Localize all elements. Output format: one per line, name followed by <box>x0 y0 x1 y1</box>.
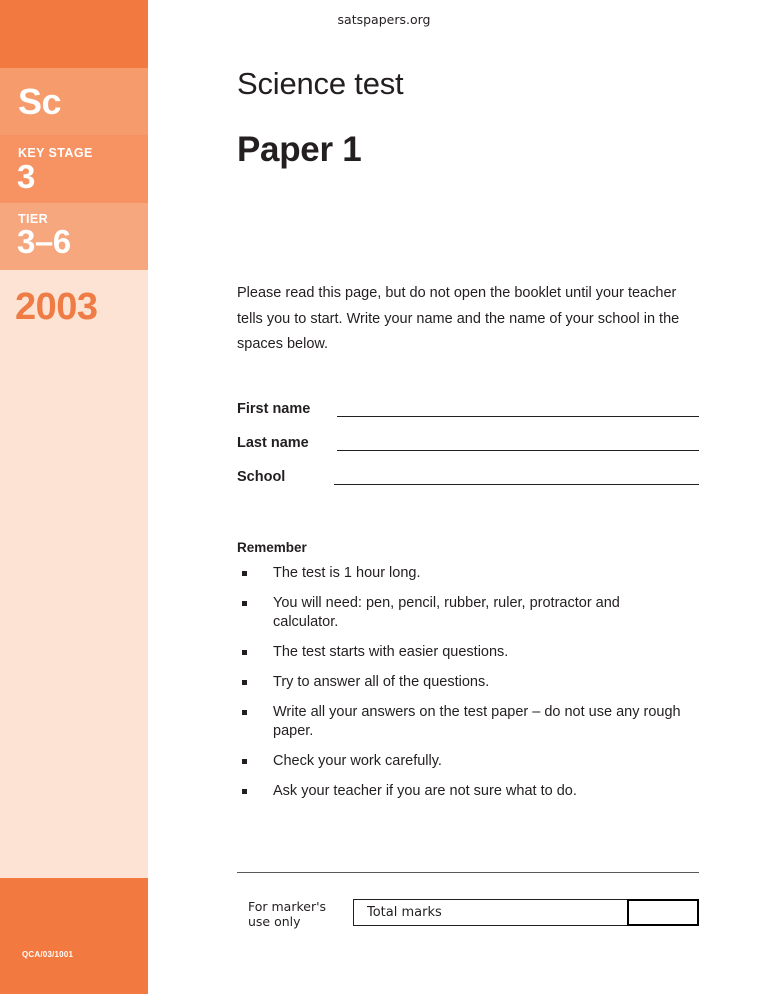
list-item <box>237 643 689 662</box>
marker-use-note <box>248 899 326 929</box>
site-url: satspapers.org <box>337 12 431 27</box>
square-bullet-icon <box>242 710 247 715</box>
marker-use-note-line1: For marker's <box>248 899 327 914</box>
sidebar <box>0 0 148 994</box>
list-item <box>237 564 689 583</box>
sidebar-band-key-stage <box>0 135 148 203</box>
tier-label: TIER <box>18 212 49 226</box>
list-item <box>237 673 689 692</box>
total-marks-label: Total marks <box>367 905 442 920</box>
first-name-label: First name <box>237 401 311 417</box>
list-item-text: Write all your answers on the test paper – do not use any rough paper. <box>273 704 681 739</box>
square-bullet-icon <box>242 571 247 576</box>
subject-code: Sc <box>18 81 62 122</box>
page-title-subject: Science test <box>237 66 404 101</box>
document-code: QCA/03/1001 <box>22 950 74 959</box>
list-item <box>237 782 689 801</box>
field-row-first-name <box>237 399 699 433</box>
key-stage-value: 3 <box>17 158 35 195</box>
remember-heading: Remember <box>237 540 307 555</box>
footer-divider <box>237 872 699 873</box>
total-marks-input[interactable] <box>627 899 699 926</box>
school-input[interactable] <box>334 484 699 485</box>
list-item-text: The test starts with easier questions. <box>273 644 509 660</box>
first-name-input[interactable] <box>337 416 699 417</box>
page-title-paper: Paper 1 <box>237 130 362 169</box>
sidebar-band-top <box>0 0 148 68</box>
list-item-text: Try to answer all of the questions. <box>273 674 490 690</box>
square-bullet-icon <box>242 650 247 655</box>
last-name-label: Last name <box>237 435 309 451</box>
year-value: 2003 <box>15 286 98 328</box>
square-bullet-icon <box>242 680 247 685</box>
list-item <box>237 594 689 632</box>
name-fields <box>237 399 699 501</box>
remember-section <box>237 540 689 812</box>
total-marks-box <box>353 899 699 926</box>
square-bullet-icon <box>242 789 247 794</box>
sidebar-band-year <box>0 270 148 878</box>
list-item-text: Ask your teacher if you are not sure what to do. <box>273 783 577 799</box>
school-label: School <box>237 469 286 485</box>
intro-paragraph: Please read this page, but do not open the booklet until your teacher tells you to start. Write your name and the name of your school in the spaces below. <box>237 285 680 352</box>
square-bullet-icon <box>242 601 247 606</box>
field-row-school <box>237 467 699 501</box>
marker-use-note-line2: use only <box>248 914 301 929</box>
list-item <box>237 703 689 741</box>
field-row-last-name <box>237 433 699 467</box>
sidebar-band-tier <box>0 203 148 270</box>
square-bullet-icon <box>242 759 247 764</box>
list-item <box>237 752 689 771</box>
list-item-text: Check your work carefully. <box>273 753 442 769</box>
list-item-text: The test is 1 hour long. <box>273 565 421 581</box>
list-item-text: You will need: pen, pencil, rubber, ruler, protractor and calculator. <box>273 595 620 630</box>
key-stage-label: KEY STAGE <box>18 146 93 160</box>
tier-value: 3–6 <box>17 223 71 260</box>
last-name-input[interactable] <box>337 450 699 451</box>
sidebar-band-subject <box>0 68 148 135</box>
sidebar-band-footer <box>0 878 148 994</box>
